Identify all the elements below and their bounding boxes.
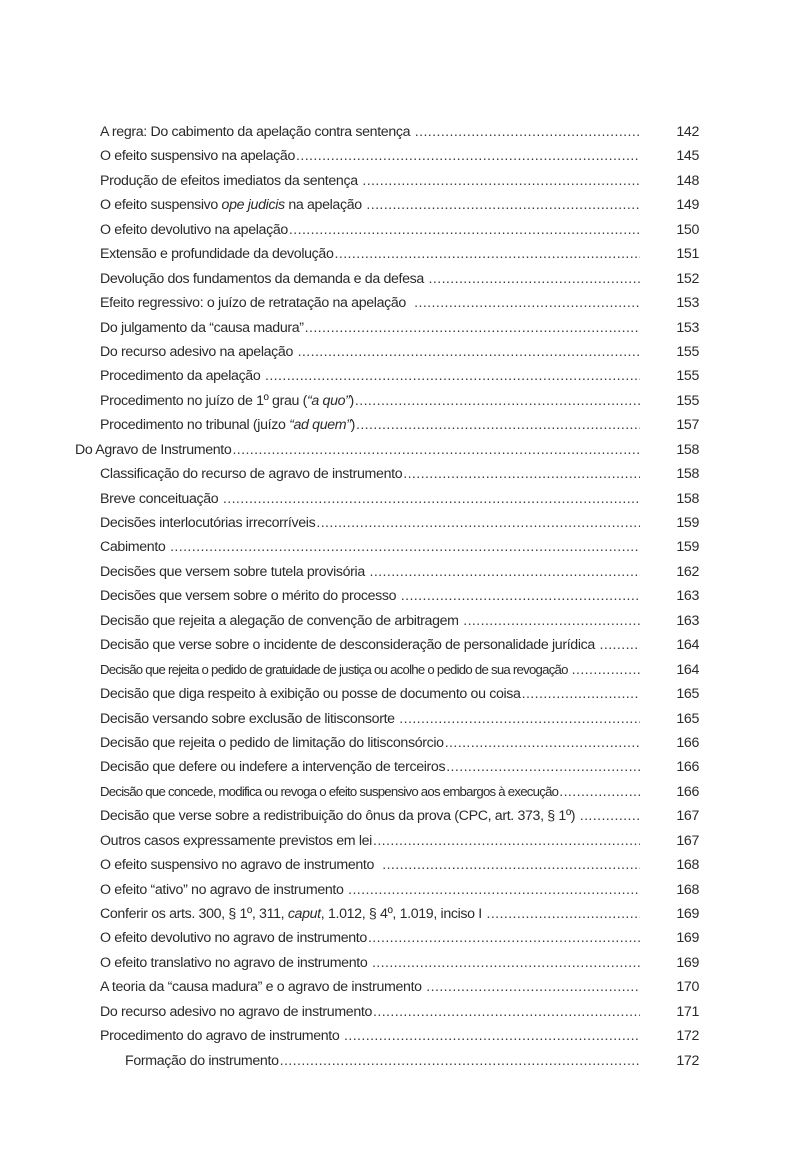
toc-title-segment: Classificação do recurso de agravo de instrumento <box>100 466 403 483</box>
toc-entry-title <box>100 707 398 731</box>
dot-leader <box>368 560 640 584</box>
toc-title-segment: Decisão versando sobre exclusão de litisconsorte <box>100 710 399 727</box>
toc-entry-line <box>100 340 640 364</box>
toc-section-entry[interactable] <box>0 926 800 950</box>
toc-entry-title <box>100 658 571 682</box>
toc-section-entry[interactable] <box>0 340 800 364</box>
toc-page-number: 169 <box>676 906 699 922</box>
dot-leader <box>381 853 640 877</box>
toc-section-entry[interactable] <box>0 829 800 853</box>
toc-section-entry[interactable] <box>0 535 800 559</box>
toc-title-segment: Decisão que rejeita o pedido de limitação do litisconsórcio <box>100 734 444 751</box>
toc-section-entry[interactable] <box>0 731 800 755</box>
toc-entry-title <box>100 267 428 291</box>
toc-page-number: 153 <box>676 295 699 312</box>
dot-leader <box>428 267 640 291</box>
toc-page-number: 142 <box>676 124 699 140</box>
toc-entry-title <box>100 975 425 999</box>
toc-entry-line <box>100 731 640 755</box>
toc-page-number: 168 <box>676 857 699 874</box>
toc-section-entry[interactable] <box>0 242 800 266</box>
toc-entry-line <box>100 462 640 486</box>
toc-section-entry[interactable] <box>0 1000 800 1024</box>
toc-title-segment: Cabimento <box>100 539 170 556</box>
toc-entry-title <box>100 193 365 217</box>
toc-entry-title <box>100 853 381 877</box>
toc-title-segment: Produção de efeitos imediatos da sentença <box>100 172 362 189</box>
toc-title-segment: O efeito “ativo” no agravo de instrumento <box>100 881 348 898</box>
toc-entry-line <box>100 193 640 217</box>
dot-leader <box>365 193 640 217</box>
toc-entry-line <box>100 804 640 828</box>
toc-title-segment: Procedimento da apelação <box>100 368 264 385</box>
toc-entry-line <box>100 218 640 242</box>
toc-entry-title <box>100 462 402 486</box>
toc-entry-line <box>100 535 640 559</box>
toc-entry-title <box>75 438 231 462</box>
toc-title-segment: Decisão que verse sobre o incidente de desconsideração de personalidade jurídica <box>100 637 599 654</box>
toc-page-number: 153 <box>676 319 699 336</box>
dot-leader <box>355 413 640 437</box>
dot-leader <box>295 144 640 168</box>
toc-section-entry[interactable] <box>0 853 800 877</box>
toc-title-segment: Do recurso adesivo no agravo de instrumento <box>100 1003 373 1020</box>
toc-entry-line <box>100 267 640 291</box>
toc-section-entry[interactable] <box>0 291 800 315</box>
toc-page-number: 163 <box>676 612 699 629</box>
toc-page-number: 172 <box>676 1052 699 1069</box>
toc-section-entry[interactable] <box>0 1024 800 1048</box>
toc-section-entry[interactable] <box>0 218 800 242</box>
toc-title-segment: O efeito devolutivo na apelação <box>100 221 288 238</box>
toc-page-number: 172 <box>676 1028 699 1045</box>
toc-entry-title <box>100 951 371 975</box>
toc-entry-line <box>100 609 640 633</box>
toc-entry-title <box>100 389 354 413</box>
toc-entry-title <box>100 169 361 193</box>
dot-leader <box>347 878 640 902</box>
toc-entry-line <box>100 120 640 144</box>
toc-entry-title <box>100 829 372 853</box>
toc-entry-line <box>125 1049 640 1073</box>
toc-entry-line <box>100 144 640 168</box>
toc-entry-line <box>100 364 640 388</box>
toc-section-entry[interactable] <box>0 658 800 682</box>
toc-page-number: 164 <box>676 661 699 678</box>
toc-entry-title <box>100 291 413 315</box>
toc-section-entry[interactable] <box>0 609 800 633</box>
toc-entry-line <box>100 1024 640 1048</box>
toc-entry-line <box>100 926 640 950</box>
toc-entry-title <box>100 633 599 657</box>
toc-section-entry[interactable] <box>0 755 800 779</box>
toc-page-number: 159 <box>676 515 699 531</box>
toc-section-entry[interactable] <box>0 487 800 511</box>
dot-leader <box>371 951 640 975</box>
toc-page-number: 157 <box>676 417 699 434</box>
toc-entry-line <box>100 658 640 682</box>
dot-leader <box>231 438 640 462</box>
toc-section-entry[interactable] <box>0 267 800 291</box>
toc-entry-line <box>100 829 640 853</box>
toc-page-number: 151 <box>676 246 699 263</box>
toc-entry-title <box>100 731 444 755</box>
dot-leader <box>579 804 640 828</box>
toc-title-italic-segment: ope judicis <box>221 197 285 214</box>
toc-title-segment: ) <box>350 417 355 434</box>
toc-page-number: 164 <box>676 637 699 654</box>
table-of-contents <box>0 120 800 1073</box>
toc-entry-line <box>100 902 640 926</box>
toc-section-entry[interactable] <box>0 144 800 168</box>
toc-title-segment: Decisões que versem sobre tutela provisória <box>100 563 369 580</box>
toc-entry-title <box>100 682 521 706</box>
toc-section-entry[interactable] <box>0 389 800 413</box>
toc-entry-line <box>100 413 640 437</box>
toc-section-entry[interactable] <box>0 780 800 804</box>
toc-section-entry[interactable] <box>0 193 800 217</box>
toc-title-segment: Breve conceituação <box>100 490 222 507</box>
toc-entry-line <box>100 853 640 877</box>
toc-section-entry[interactable] <box>0 633 800 657</box>
toc-title-segment: O efeito translativo no agravo de instrumento <box>100 954 371 971</box>
toc-entry-title <box>100 120 414 144</box>
toc-entry-title <box>100 1000 372 1024</box>
dot-leader <box>521 682 640 706</box>
toc-entry-line <box>100 707 640 731</box>
toc-page-number: 171 <box>676 1003 699 1020</box>
dot-leader <box>264 364 640 388</box>
toc-section-entry[interactable] <box>0 584 800 608</box>
dot-leader <box>571 658 640 682</box>
toc-section-entry[interactable] <box>0 878 800 902</box>
toc-entry-title <box>100 242 334 266</box>
toc-section-entry[interactable] <box>0 511 800 535</box>
toc-page-number: 166 <box>676 759 699 776</box>
toc-entry-line <box>100 511 640 535</box>
toc-section-entry[interactable] <box>0 462 800 486</box>
toc-entry-line <box>100 780 640 804</box>
toc-entry-title <box>100 144 295 168</box>
dot-leader <box>169 535 640 559</box>
dot-leader <box>343 1024 640 1048</box>
toc-entry-line <box>100 975 640 999</box>
toc-entry-title <box>100 609 462 633</box>
dot-leader <box>304 316 640 340</box>
toc-page-number: 165 <box>676 710 699 727</box>
toc-entry-title <box>125 1049 279 1073</box>
dot-leader <box>372 1000 640 1024</box>
toc-page-number: 169 <box>676 954 699 971</box>
toc-entry-title <box>100 340 297 364</box>
toc-page-number: 167 <box>676 832 699 849</box>
dot-leader <box>485 902 640 926</box>
dot-leader <box>398 707 640 731</box>
toc-section-entry[interactable] <box>0 902 800 926</box>
toc-title-segment: Procedimento no juízo de 1º grau ( <box>100 392 308 409</box>
toc-entry-title <box>100 878 347 902</box>
dot-leader <box>372 829 640 853</box>
toc-entry-title <box>100 316 304 340</box>
toc-title-segment: Decisão que verse sobre a redistribuição do ônus da prova (CPC, art. 373, § 1º) <box>100 808 579 825</box>
toc-section-entry[interactable] <box>0 560 800 584</box>
dot-leader <box>315 511 640 535</box>
toc-title-segment: O efeito suspensivo no agravo de instrumento <box>100 857 382 874</box>
toc-entry-title <box>100 364 264 388</box>
toc-title-segment: A teoria da “causa madura” e o agravo de instrumento <box>100 979 426 996</box>
toc-entry-title <box>100 584 400 608</box>
toc-page-number: 170 <box>676 979 699 996</box>
toc-title-segment: A regra: Do cabimento da apelação contra sentença <box>100 124 414 140</box>
toc-entry-line <box>100 487 640 511</box>
toc-entry-line <box>100 291 640 315</box>
toc-title-segment: Decisão que concede, modifica ou revoga o efeito suspensivo aos embargos à execução <box>100 783 559 799</box>
toc-subsubsection-entry[interactable] <box>0 1049 800 1073</box>
toc-title-segment: Do julgamento da “causa madura” <box>100 319 304 336</box>
toc-entry-line <box>100 316 640 340</box>
toc-chapter-entry[interactable] <box>0 438 800 462</box>
toc-page-number: 149 <box>676 197 699 214</box>
toc-entry-line <box>100 584 640 608</box>
dot-leader <box>413 291 640 315</box>
dot-leader <box>444 731 640 755</box>
toc-title-segment: Conferir os arts. 300, § 1º, 311, <box>100 906 288 922</box>
toc-page-number: 162 <box>676 563 699 580</box>
dot-leader <box>279 1049 640 1073</box>
toc-page-number: 166 <box>676 783 699 800</box>
toc-page-number: 155 <box>676 392 699 409</box>
toc-section-entry[interactable] <box>0 707 800 731</box>
toc-section-entry[interactable] <box>0 682 800 706</box>
toc-title-segment: Do recurso adesivo na apelação <box>100 343 297 360</box>
toc-title-segment: Decisões que versem sobre o mérito do processo <box>100 588 400 605</box>
toc-entry-title <box>100 755 445 779</box>
toc-entry-title <box>100 926 367 950</box>
toc-title-segment: Decisões interlocutórias irrecorríveis <box>100 515 316 531</box>
dot-leader <box>288 218 640 242</box>
dot-leader <box>222 487 640 511</box>
toc-page-number: 163 <box>676 588 699 605</box>
toc-page-number: 159 <box>676 539 699 556</box>
toc-title-segment: Outros casos expressamente previstos em lei <box>100 832 372 849</box>
dot-leader <box>462 609 640 633</box>
toc-title-segment: Efeito regressivo: o juízo de retratação na apelação <box>100 295 414 312</box>
toc-title-segment: Decisão que rejeita a alegação de convenção de arbitragem <box>100 612 463 629</box>
dot-leader <box>354 389 640 413</box>
toc-page-number: 169 <box>676 930 699 947</box>
toc-entry-line <box>100 633 640 657</box>
toc-title-segment: , 1.012, § 4º, 1.019, inciso I <box>320 906 486 922</box>
toc-entry-line <box>100 878 640 902</box>
toc-entry-line <box>100 755 640 779</box>
toc-entry-title <box>100 511 315 535</box>
toc-entry-title <box>100 218 288 242</box>
toc-page-number: 145 <box>676 148 699 165</box>
dot-leader <box>402 462 640 486</box>
toc-title-segment: Do Agravo de Instrumento <box>75 441 232 458</box>
toc-entry-title <box>100 535 169 559</box>
toc-page-number: 166 <box>676 734 699 751</box>
toc-title-segment: Decisão que diga respeito à exibição ou posse de documento ou coisa <box>100 686 521 703</box>
toc-section-entry[interactable] <box>0 804 800 828</box>
toc-entry-line <box>75 438 640 462</box>
dot-leader <box>414 120 640 144</box>
dot-leader <box>334 242 640 266</box>
toc-page-number: 150 <box>676 221 699 238</box>
toc-section-entry[interactable] <box>0 951 800 975</box>
toc-title-italic-segment: “ad quem” <box>289 417 351 434</box>
toc-entry-line <box>100 951 640 975</box>
toc-page-number: 158 <box>676 466 699 483</box>
toc-page-number: 165 <box>676 686 699 703</box>
toc-page-number: 155 <box>676 343 699 360</box>
toc-entry-line <box>100 389 640 413</box>
toc-entry-title <box>100 413 355 437</box>
toc-entry-line <box>100 560 640 584</box>
toc-entry-line <box>100 169 640 193</box>
toc-section-entry[interactable] <box>0 316 800 340</box>
toc-entry-line <box>100 242 640 266</box>
toc-title-segment: na apelação <box>284 197 366 214</box>
toc-page-number: 168 <box>676 881 699 898</box>
toc-entry-title <box>100 804 579 828</box>
dot-leader <box>425 975 640 999</box>
toc-title-segment: Decisão que rejeita o pedido de gratuidade de justiça ou acolhe o pedido de sua revogação <box>100 661 571 677</box>
toc-entry-title <box>100 560 368 584</box>
dot-leader <box>297 340 640 364</box>
toc-entry-line <box>100 682 640 706</box>
dot-leader <box>361 169 640 193</box>
toc-page-number: 158 <box>676 490 699 507</box>
toc-title-segment: Devolução dos fundamentos da demanda e da defesa <box>100 270 428 287</box>
dot-leader <box>558 780 640 804</box>
toc-title-segment: O efeito suspensivo <box>100 197 222 214</box>
dot-leader <box>400 584 640 608</box>
toc-title-segment: Decisão que defere ou indefere a intervenção de terceiros <box>100 759 446 776</box>
toc-section-entry[interactable] <box>0 364 800 388</box>
toc-page-number: 155 <box>676 368 699 385</box>
toc-title-segment: O efeito suspensivo na apelação <box>100 148 296 165</box>
toc-title-segment: Extensão e profundidade da devolução <box>100 246 334 263</box>
toc-entry-line <box>100 1000 640 1024</box>
toc-page-number: 148 <box>676 172 699 189</box>
toc-title-segment: Procedimento do agravo de instrumento <box>100 1028 344 1045</box>
toc-title-segment: Formação do instrumento <box>125 1052 279 1069</box>
dot-leader <box>445 755 640 779</box>
dot-leader <box>599 633 640 657</box>
toc-title-italic-segment: “a quo” <box>307 392 350 409</box>
toc-entry-title <box>100 902 485 926</box>
toc-title-italic-segment: caput <box>287 906 321 922</box>
toc-section-entry[interactable] <box>0 413 800 437</box>
toc-page-number: 158 <box>676 441 699 458</box>
toc-entry-title <box>100 487 222 511</box>
toc-title-segment: ) <box>349 392 354 409</box>
dot-leader <box>367 926 640 950</box>
toc-section-entry[interactable] <box>0 120 800 144</box>
toc-section-entry[interactable] <box>0 169 800 193</box>
toc-entry-title <box>100 780 558 804</box>
toc-title-segment: Procedimento no tribunal (juízo <box>100 417 290 434</box>
toc-title-segment: O efeito devolutivo no agravo de instrumento <box>100 930 367 947</box>
toc-section-entry[interactable] <box>0 975 800 999</box>
toc-page-number: 167 <box>676 808 699 825</box>
toc-entry-title <box>100 1024 343 1048</box>
toc-page-number: 152 <box>676 270 699 287</box>
